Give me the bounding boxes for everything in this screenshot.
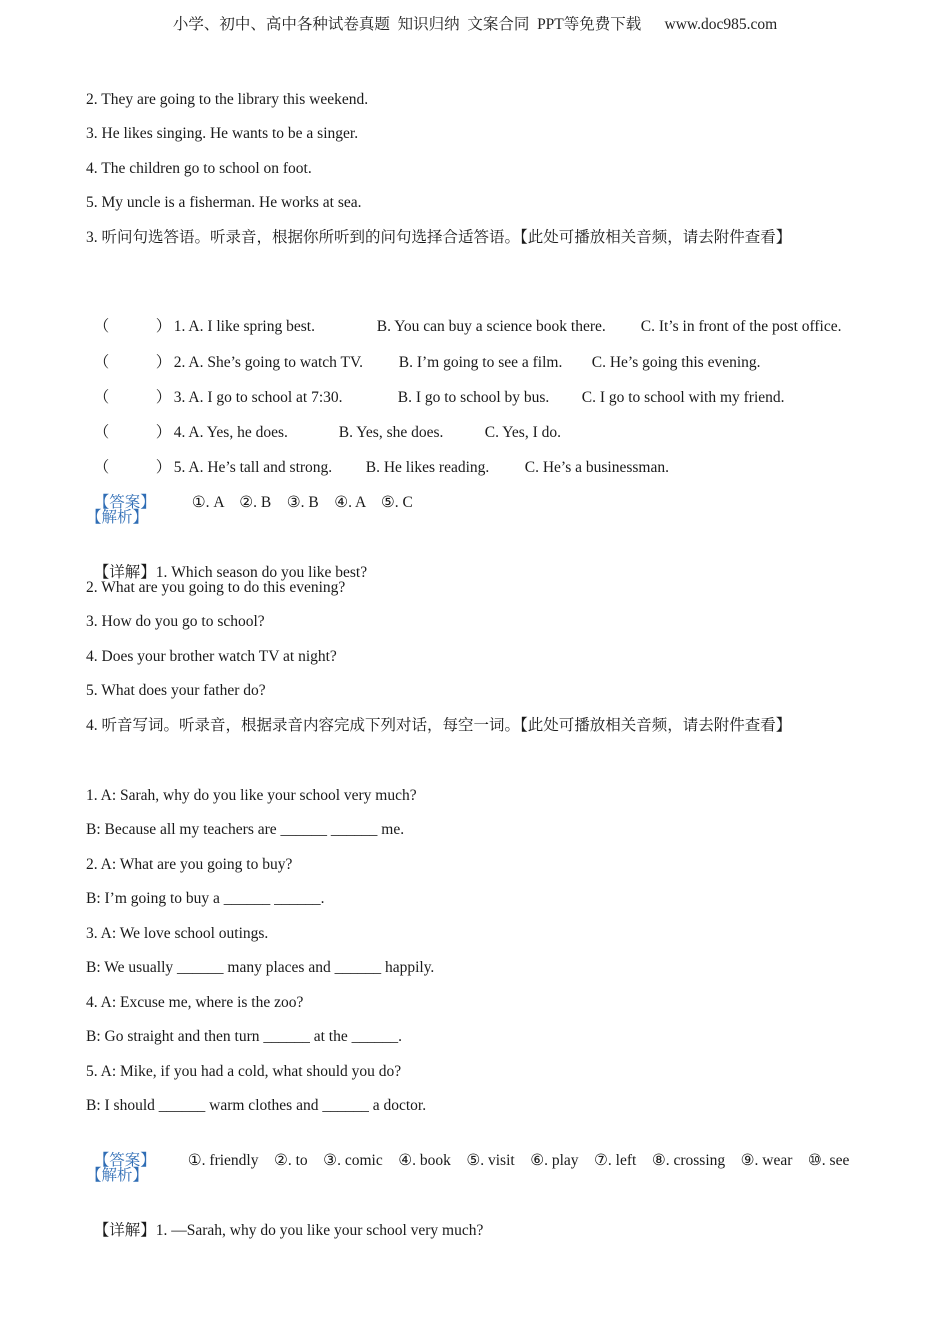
dialog-line: B: I should ______ warm clothes and ______ a doctor. [86,1097,427,1114]
answer-label: 【答案】 [93,1152,156,1169]
dialog-line: B: Because all my teachers are ______ ______ me. [86,821,405,838]
answer-bracket: （ ） [93,389,172,406]
dialog-line: 3. A: We love school outings. [86,925,269,942]
answer-row [86,1131,849,1171]
option-c: C. He’s going this evening. [591,354,761,371]
dialog-line: 4. A: Excuse me, where is the zoo? [86,994,304,1011]
detail-line-3: 3. How do you go to school? [86,613,265,630]
detail-label: 【详解】 [93,564,156,581]
question-row-1 [86,297,842,337]
option-c: C. I go to school with my friend. [581,389,785,406]
section3-title: 3. 听问句选答语。听录音，根据你所听到的问句选择合适答语。【此处可播放相关音频，请去附件查看】 [86,229,792,246]
option-c: C. He’s a businessman. [524,459,669,476]
dialog-line: 2. A: What are you going to buy? [86,856,293,873]
option-a: 3. A. I go to school at 7:30. [173,389,343,406]
answer-line-4: 4. The children go to school on foot. [86,160,312,177]
analysis-label: 【解析】 [86,509,149,526]
option-a: 4. A. Yes, he does. [173,424,288,441]
option-b: B. I’m going to see a film. [398,354,563,371]
option-b: B. I go to school by bus. [397,389,550,406]
detail-line-1 [86,543,367,583]
answer-line-2: 2. They are going to the library this weekend. [86,91,369,108]
dialog-line: B: Go straight and then turn ______ at the ______. [86,1028,402,1045]
answer-values: ①. friendly ②. to ③. comic ④. book ⑤. visit ⑥. play ⑦. left ⑧. crossing ⑨. wear ⑩. see [187,1152,850,1169]
detail-line-5: 5. What does your father do? [86,682,266,699]
detail-line-4: 4. Does your brother watch TV at night? [86,648,337,665]
answer-line-3: 3. He likes singing. He wants to be a singer. [86,125,359,142]
question-row-3 [86,368,785,408]
detail-text: 1. —Sarah, why do you like your school very much? [155,1222,484,1239]
dialog-line: B: We usually ______ many places and ______ happily. [86,959,435,976]
question-row-4 [86,403,561,443]
answer-bracket: （ ） [93,318,172,335]
analysis-label: 【解析】 [86,1167,149,1184]
question-row-2 [86,333,761,373]
option-c: C. It’s in front of the post office. [640,318,842,335]
dialog-line: 1. A: Sarah, why do you like your school very much? [86,787,417,804]
detail-line-2: 2. What are you going to do this evening? [86,579,346,596]
answer-label: 【答案】 [93,494,156,511]
answer-line-5: 5. My uncle is a fisherman. He works at sea. [86,194,362,211]
option-b: B. You can buy a science book there. [376,318,606,335]
answer-bracket: （ ） [93,459,172,476]
option-a: 2. A. She’s going to watch TV. [173,354,364,371]
detail-text: 1. Which season do you like best? [155,564,368,581]
answer-bracket: （ ） [93,424,172,441]
dialog-line: B: I’m going to buy a ______ ______. [86,890,325,907]
option-b: B. He likes reading. [365,459,490,476]
dialog-line: 5. A: Mike, if you had a cold, what should you do? [86,1063,402,1080]
option-a: 5. A. He’s tall and strong. [173,459,333,476]
section4-title: 4. 听音写词。听录音，根据录音内容完成下列对话，每空一词。【此处可播放相关音频，请去附件查看】 [86,717,792,734]
detail-line-1 [86,1201,483,1241]
option-c: C. Yes, I do. [484,424,561,441]
page-header: 小学、初中、高中各种试卷真题 知识归纳 文案合同 PPT等免费下载 www.doc985.com [172,16,778,33]
detail-label: 【详解】 [93,1222,156,1239]
answer-values: ①. A ②. B ③. B ④. A ⑤. C [191,494,413,511]
option-b: B. Yes, she does. [338,424,444,441]
option-a: 1. A. I like spring best. [173,318,315,335]
question-row-5 [86,438,669,478]
answer-row [86,473,413,513]
answer-bracket: （ ） [93,354,172,371]
